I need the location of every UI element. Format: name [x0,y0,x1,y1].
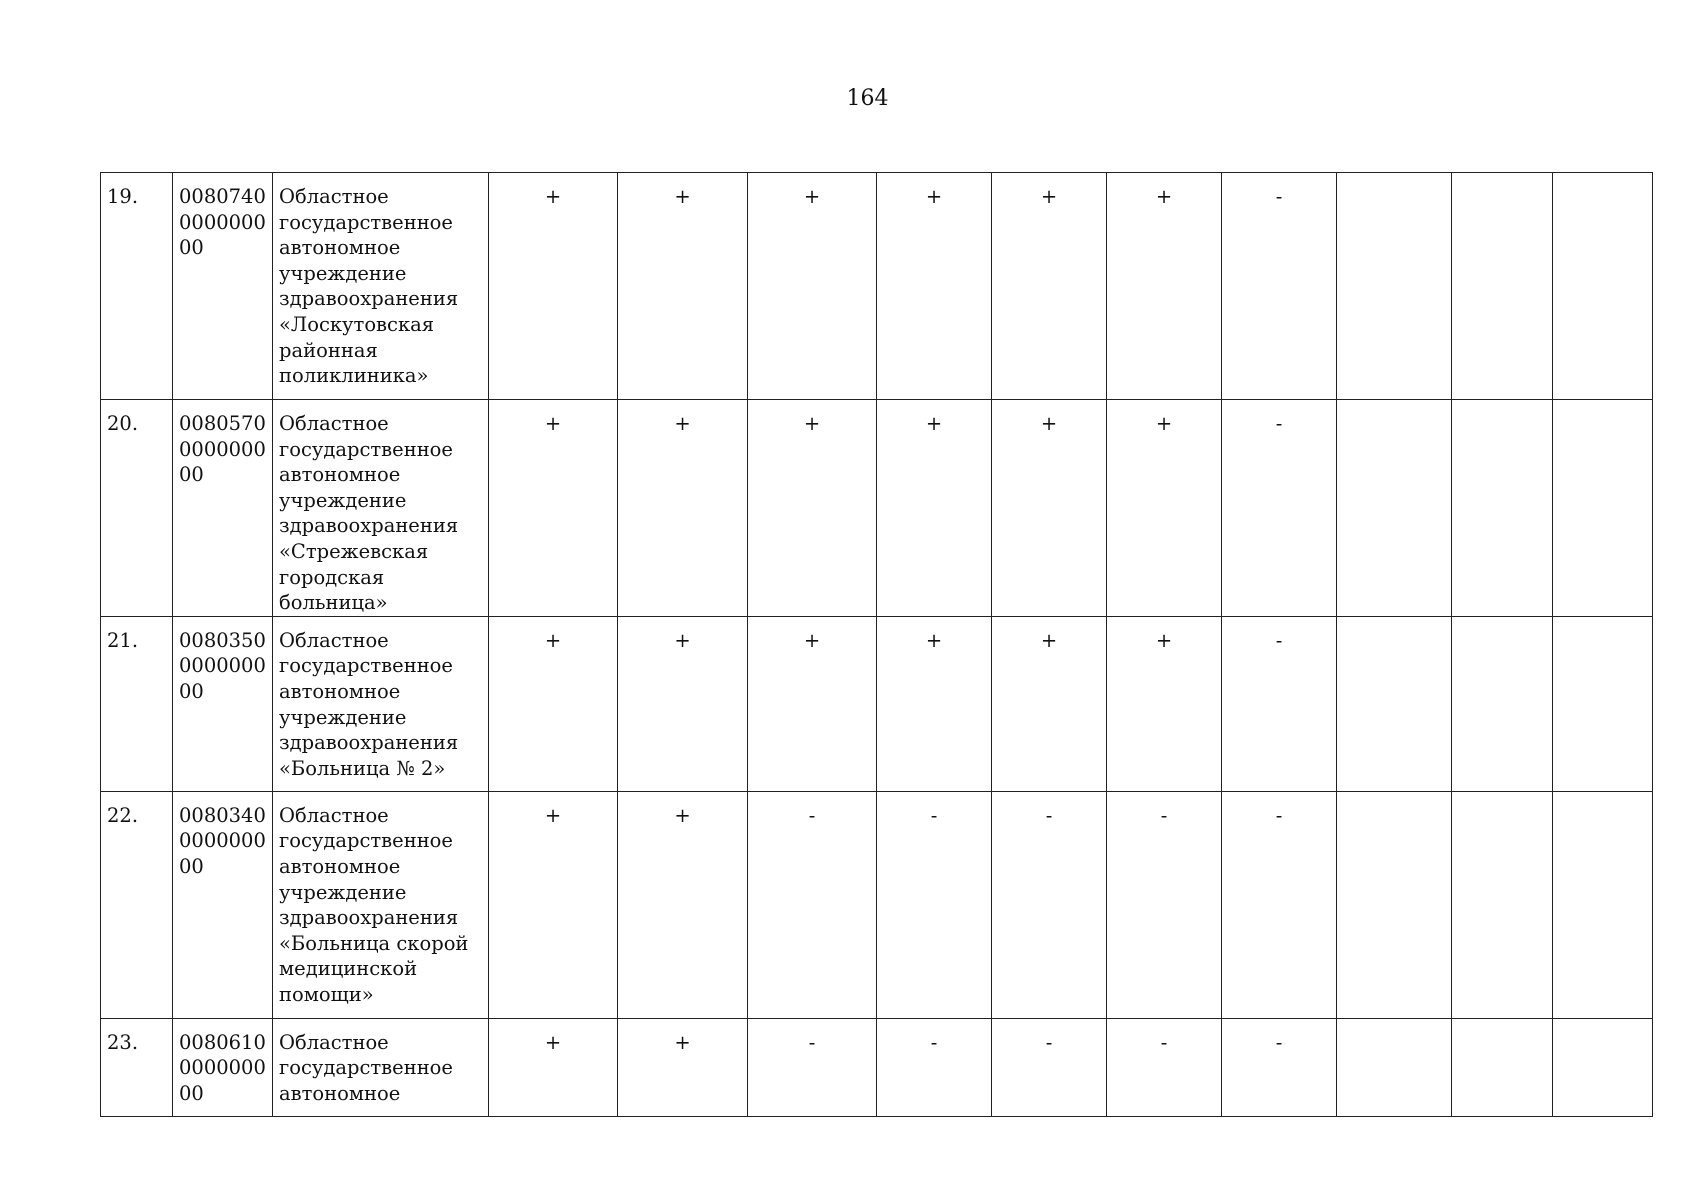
mark-cell [1337,173,1452,400]
mark-cell: - [1107,1018,1222,1116]
row-number: 21. [101,616,173,791]
row-number: 19. [101,173,173,400]
institution-name: Областное государственное автономное учреждение здравоохранения «Больница № 2» [273,616,489,791]
table-row [101,791,1653,1018]
institution-name: Областное государственное автономное учреждение здравоохранения «Больница скорой медицинской помощи» [273,791,489,1018]
mark-cell [1553,400,1653,617]
institution-name: Областное государственное автономное учреждение здравоохранения «Стрежевская городская больница» [273,400,489,617]
table-row [101,616,1653,791]
mark-cell: - [748,1018,877,1116]
institution-name: Областное государственное автономное [273,1018,489,1116]
table-row [101,1018,1653,1116]
row-number: 23. [101,1018,173,1116]
mark-cell: - [1222,1018,1337,1116]
mark-cell: + [877,400,992,617]
mark-cell: - [1107,791,1222,1018]
mark-cell: - [1222,791,1337,1018]
mark-cell: + [748,173,877,400]
registry-code: 0080350000000000 [173,616,273,791]
mark-cell: - [1222,173,1337,400]
mark-cell: - [1222,616,1337,791]
mark-cell [1452,1018,1553,1116]
registry-code: 0080340000000000 [173,791,273,1018]
table-row [101,173,1653,400]
mark-cell: + [489,616,618,791]
mark-cell [1452,400,1553,617]
mark-cell: - [992,1018,1107,1116]
mark-cell: - [877,791,992,1018]
table-row [101,400,1653,617]
mark-cell [1337,1018,1452,1116]
mark-cell: + [877,616,992,791]
mark-cell: + [618,1018,748,1116]
mark-cell: + [1107,616,1222,791]
mark-cell [1553,173,1653,400]
mark-cell: + [489,400,618,617]
mark-cell [1553,1018,1653,1116]
mark-cell: + [992,400,1107,617]
mark-cell: + [489,173,618,400]
registry-table [100,172,1653,1117]
row-number: 20. [101,400,173,617]
mark-cell [1452,791,1553,1018]
registry-code: 0080740000000000 [173,173,273,400]
row-number: 22. [101,791,173,1018]
mark-cell [1337,616,1452,791]
mark-cell: + [992,616,1107,791]
registry-code: 0080610000000000 [173,1018,273,1116]
mark-cell: + [1107,173,1222,400]
institution-name: Областное государственное автономное учреждение здравоохранения «Лоскутовская районная поликлиника» [273,173,489,400]
mark-cell: + [489,1018,618,1116]
mark-cell: + [748,400,877,617]
registry-code: 0080570000000000 [173,400,273,617]
page-number: 164 [846,86,889,111]
mark-cell [1452,173,1553,400]
mark-cell: + [877,173,992,400]
mark-cell [1452,616,1553,791]
mark-cell [1553,616,1653,791]
mark-cell: - [748,791,877,1018]
mark-cell: - [877,1018,992,1116]
mark-cell: + [618,616,748,791]
mark-cell: + [992,173,1107,400]
mark-cell [1337,791,1452,1018]
mark-cell: + [489,791,618,1018]
mark-cell: + [1107,400,1222,617]
mark-cell [1337,400,1452,617]
mark-cell: - [992,791,1107,1018]
mark-cell: + [748,616,877,791]
mark-cell: + [618,791,748,1018]
mark-cell: + [618,173,748,400]
mark-cell [1553,791,1653,1018]
mark-cell: + [618,400,748,617]
mark-cell: - [1222,400,1337,617]
